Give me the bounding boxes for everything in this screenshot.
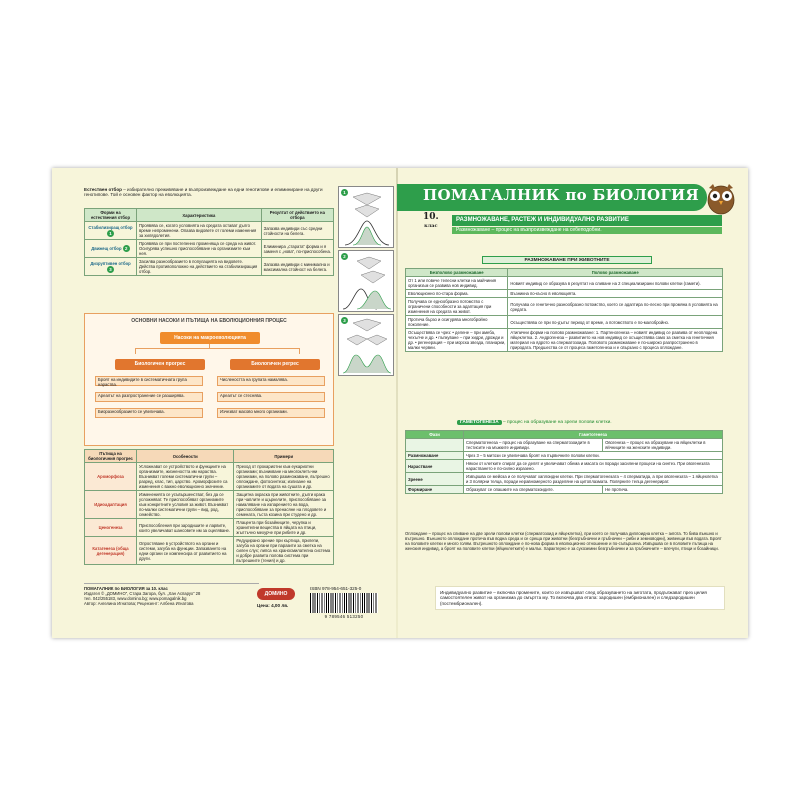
biological-progress-pill: Биологичен прогрес bbox=[115, 359, 205, 370]
phase-text: Чрез 3 – 5 митози се увеличава броят на първичните полови клетки. bbox=[464, 452, 723, 460]
header-phases: Фази bbox=[406, 431, 464, 439]
phase-cell bbox=[406, 439, 464, 452]
path-name: Идиоадаптация bbox=[85, 491, 137, 519]
header-sexual: Полово размножаване bbox=[508, 269, 723, 277]
barcode-digits: 9 789546 513250 bbox=[324, 614, 364, 619]
table-row bbox=[406, 460, 723, 473]
table-row bbox=[406, 486, 723, 494]
connector bbox=[135, 348, 300, 354]
regress-item: Ареалът се стеснява. bbox=[217, 392, 325, 402]
progress-item: Биоразнообразието се увеличава. bbox=[95, 408, 203, 418]
reproduction-table bbox=[405, 268, 723, 352]
path-examples: Защитна окраска при животните, дълги крака при чаплите и щъркелите, приспособяване за намаляване на изпарението на вода, приспособяване за пренасяне на плодовете и семената, гъста козина при студено и др. bbox=[234, 491, 334, 519]
biological-regress-pill: Биологичен регрес bbox=[230, 359, 320, 370]
reproduction-definition: Размножаване – процес на възпроизвеждане на себеподобни. bbox=[452, 227, 722, 234]
phase-name: Нарастване bbox=[406, 460, 464, 473]
form-result: Елиминира „старата“ форма и я заменя с „нова“, по-приспособена. bbox=[261, 240, 333, 258]
table-row bbox=[85, 240, 334, 258]
price: Цена: 4,00 лв. bbox=[257, 603, 289, 608]
sexual-cell: Възникна по-късно в еволюцията. bbox=[508, 290, 723, 298]
progress-paths-table bbox=[84, 449, 334, 565]
table-row bbox=[406, 329, 723, 352]
phase-text: Някои от клетките спират да се делят и увеличават обема и масата си поради засилени процеси на синтез. При овогенезата нарастването е по-силно изразено. bbox=[464, 460, 723, 473]
path-examples: Плацента при бозайниците, черупка и хранителни вещества в яйцата на птици, жълтъчно мехурче при рибите и др. bbox=[234, 519, 334, 537]
path-name: Ценогенеза bbox=[85, 519, 137, 537]
number-badge: 1 bbox=[341, 189, 348, 196]
table-row bbox=[406, 277, 723, 290]
sexual-cell: Атипични форми на полово размножаване: 1. Партеногенеза – новият индивид се развива от неоплодена яйцеклетка. 2. Андрогенеза – развитието на нов индивид се осъществява само за сметка на генетичния материал на ядрото на сперматозоида. Половото размножаване е по-широко разпространено в природата. Предшества се от процеса гаметогенеза и е свързано с процеса оплождане. bbox=[508, 329, 723, 352]
imprint-contacts: тел. 042/255183, www.domino.bg; www.pomagalnik.bg bbox=[84, 596, 187, 601]
table-row bbox=[406, 298, 723, 316]
table-row bbox=[85, 519, 334, 537]
path-name: Катагенеза (обща дегенерация) bbox=[85, 537, 137, 565]
intro-term: Естествен отбор bbox=[84, 187, 122, 192]
form-result: Запазва индивиди с минимална и максимална стойност на белега. bbox=[261, 258, 333, 276]
section-title: РАЗМНОЖАВАНЕ, РАСТЕЖ И ИНДИВИДУАЛНО РАЗВИТИЕ bbox=[452, 215, 722, 226]
phase-text: Образуват се опашките на сперматозоидите. bbox=[464, 486, 603, 494]
progress-item: Ареалът на разпространение се разширява. bbox=[95, 392, 203, 402]
imprint bbox=[84, 583, 259, 606]
brochure-sheet bbox=[52, 168, 748, 638]
directional-diagram bbox=[338, 250, 394, 312]
gametogenesis-definition: – процес на образуване на зрели полови клетки. bbox=[501, 420, 612, 425]
phase-text: Извършва се мейоза и се получават хаплоидни клетки. При сперматогенезата – 4 сперматида, а при овогенезата – 1 яйцеклетка и 3 полярни телца, поради неравномерното разделяне на цитоплазмата. Полярните телца дегенерират. bbox=[464, 473, 723, 486]
asexual-cell: Протича бързо и осигурява многобройно поколение. bbox=[406, 316, 508, 329]
path-name: Ароморфоза bbox=[85, 463, 137, 491]
grade-number: 10. bbox=[423, 212, 439, 222]
sexual-cell: Новият индивид се образува в резултат на сливане на 2 специализирани полови клетки (гамети). bbox=[508, 277, 723, 290]
header-gametogenesis: Гаметогенеза bbox=[464, 431, 723, 439]
right-page bbox=[397, 168, 748, 638]
barcode-icon bbox=[310, 593, 378, 613]
header-forms: Форми на естествения отбор bbox=[85, 209, 137, 222]
number-badge: 2 bbox=[123, 245, 130, 252]
sexual-cell: Осъществява се при по-дълъг период от време, а потомството е по-малобройно. bbox=[508, 316, 723, 329]
number-badge: 2 bbox=[341, 253, 348, 260]
header-examples: Примери bbox=[234, 450, 334, 463]
table-row bbox=[85, 463, 334, 491]
sexual-cell: Получава се генетично разнообразно потомство, което се адаптира по-лесно при промяна в условията на средата. bbox=[508, 298, 723, 316]
natural-selection-intro bbox=[84, 187, 334, 198]
grade-word: клас bbox=[424, 223, 438, 229]
form-name: Дизруптивен отбор bbox=[90, 260, 131, 266]
table-row bbox=[85, 491, 334, 519]
table-row bbox=[406, 316, 723, 329]
fertilization-text: Оплождане – процес на сливане на две зрели полови клетки (сперматозоид и яйцеклетка), при което се получава диплоидна клетка – зигота. То бива външно и вътрешно. Външното оплождане протича във водна среда и се среща при животни (безгръбначни и гръбначни – риби и земноводни), живеещи във водата. Броят на половите клетки е много голям. Вътрешното оплождане е по-нова форма в еволюционно отношение и по-съвършена. Извършва се в половите пътища на женския индивид, а броят на половите клетки (яйцеклетките) е малък. Характерно е за сухоземни безгръбначни и за гръбначните – влечуги, птици и бозайници. bbox=[405, 531, 722, 551]
oogenesis-cell: Овогенеза – процес на образуване на яйцеклетки в яйчниците на женските индивиди. bbox=[603, 439, 723, 452]
grade-badge bbox=[423, 213, 439, 231]
page-title: ПОМАГАЛНИК по БИОЛОГИЯ bbox=[423, 186, 700, 204]
progress-item: Броят на индивидите в систематичната група нараства. bbox=[95, 376, 203, 386]
form-description: Проявява се при постепенно променяща се среда на живот. Осигурява успешно приспособяване на организмите към нея. bbox=[137, 240, 262, 258]
regress-item: Изчезват масово много организми. bbox=[217, 408, 325, 418]
number-badge: 1 bbox=[107, 230, 114, 237]
regress-item: Числеността на групата намалява. bbox=[217, 376, 325, 386]
table-row bbox=[406, 439, 723, 452]
number-badge: 3 bbox=[341, 317, 348, 324]
imprint-author: Автор: Ангелина Игнатова; Рецензент: Албена Игнатова bbox=[84, 601, 194, 606]
path-features: Усложнават се устройството и функциите на организмите, жизнеността им нараства. Възникват големи систематични групи – разред, клас, тип, царство. Ароморфозите са изменения с важно еволюционно значение. bbox=[137, 463, 234, 491]
phase-name: Зреене bbox=[406, 473, 464, 486]
path-features: Опростяване в устройството на органи и системи, загуба на функции. Запазването на едни органи се компенсира от развитието на други. bbox=[137, 537, 234, 565]
table-row bbox=[406, 473, 723, 486]
isbn: ISBN 978-954-651-325-0 bbox=[310, 586, 362, 591]
form-name: Движещ отбор bbox=[91, 246, 122, 251]
header-characteristic: Характеристика bbox=[137, 209, 262, 222]
shifted-curve-icon bbox=[339, 251, 395, 313]
table-row bbox=[85, 222, 334, 240]
domino-logo: ДОМИНО bbox=[257, 588, 295, 600]
path-features: Приспособления при зародишите и ларвите, които увеличават шансовете им за оцеляване. bbox=[137, 519, 234, 537]
imprint-title: ПОМАГАЛНИК по БИОЛОГИЯ за 10. клас bbox=[84, 586, 168, 591]
gametogenesis-table bbox=[405, 430, 723, 494]
header-features: Особености bbox=[137, 450, 234, 463]
phase-name: Формиране bbox=[406, 486, 464, 494]
table-row bbox=[85, 258, 334, 276]
asexual-cell: От 1 или повече телесни клетки на майчиния организъм се развива нов индивид. bbox=[406, 277, 508, 290]
double-curve-icon bbox=[339, 315, 395, 377]
path-examples: Преход от прокариотни към еукариотни организми; възникване на многоклетъчни организми, на полово размножаване, вътрешно оплождане, фотосинтеза; излизане на организмите от водата на сушата и др. bbox=[234, 463, 334, 491]
gametogenesis-heading bbox=[457, 420, 677, 425]
path-examples: Редуцирано зрение при къртица, прилепи, загуба на органи при паразити за сметка на силен слух; липса на храносмилателна система и добре развита полова система при вътрешните (тения) и др. bbox=[234, 537, 334, 565]
header-paths: Пътища на биологичния прогрес bbox=[85, 450, 137, 463]
intro-text: – избирателно преживяване и възпроизвеждане на едни генотипове и елиминиране на други генотипове. Той е основен фактор на еволюцията. bbox=[84, 187, 323, 198]
form-result: Запазва индивиди със средни стойности на белега. bbox=[261, 222, 333, 240]
table-row bbox=[85, 537, 334, 565]
asexual-cell: Получава се еднообразно потомство с ограничени способности за адаптация при изменения на средата на живот. bbox=[406, 298, 508, 316]
selection-diagrams bbox=[338, 186, 394, 376]
table-row bbox=[406, 290, 723, 298]
asexual-cell: Еволюционно по-стара форма. bbox=[406, 290, 508, 298]
stabilizing-diagram bbox=[338, 186, 394, 248]
macroevolution-pill: Насоки на макроеволюцията bbox=[160, 332, 260, 344]
phase-extra: Не протича. bbox=[603, 486, 723, 494]
form-name: Стабилизиращ отбор bbox=[88, 224, 133, 230]
evolution-directions-panel bbox=[84, 313, 334, 446]
bell-curve-icon bbox=[339, 187, 395, 249]
selection-forms-table bbox=[84, 208, 334, 276]
header-asexual: Безполово размножаване bbox=[406, 269, 508, 277]
gametogenesis-term: ГАМЕТОГЕНЕЗА bbox=[457, 420, 502, 425]
individual-development-box: Индивидуално развитие – включва промените, които се извършват след образуването на зиготата, продължават през целия самостоятелен живот на организма до смъртта му. То включва два етапа: зародишен (ембрионален) и следзародишен (постембрионален). bbox=[435, 586, 725, 610]
disruptive-diagram bbox=[338, 314, 394, 376]
form-description: Засилва разнообразието в популацията на видовете. Действа противоположно на действието на стабилизиращия отбор. bbox=[137, 258, 262, 276]
animals-section-label: РАЗМНОЖАВАНЕ ПРИ ЖИВОТНИТЕ bbox=[482, 256, 652, 264]
header-result: Резултат от действието на отбора bbox=[261, 209, 333, 222]
asexual-cell: Осъществява се чрез: • делене – при амеба, чехълче и др. • пъпкуване – при хидри, дрожди и др. • регенерация – при морска звезда, планарии, малки червеи. bbox=[406, 329, 508, 352]
table-row bbox=[406, 452, 723, 460]
left-page bbox=[52, 168, 397, 638]
spermatogenesis-cell: Сперматогенеза – процес на образуване на сперматозоидите в тестисите на мъжките индивиди. bbox=[464, 439, 603, 452]
form-description: Проявява се, когато условията на средата остават дълго време непроменени. Опазва видовете от големи изменения за хилядолетия. bbox=[137, 222, 262, 240]
evolution-title: ОСНОВНИ НАСОКИ И ПЪТИЩА НА ЕВОЛЮЦИОННИЯ ПРОЦЕС bbox=[131, 318, 287, 324]
phase-name: Размножаване bbox=[406, 452, 464, 460]
number-badge: 3 bbox=[107, 266, 114, 273]
imprint-publisher: Издател © „ДОМИНО“, Стара Загора, бул. „Хан Аспарух“ 28 bbox=[84, 591, 201, 596]
owl-mascot-icon bbox=[703, 178, 739, 218]
path-features: Измененията се усъвършенстват, без да се усложняват. Те приспособяват организмите към конкретните условия за живот. Възникват по-малки систематични групи – вид, род, семейство. bbox=[137, 491, 234, 519]
